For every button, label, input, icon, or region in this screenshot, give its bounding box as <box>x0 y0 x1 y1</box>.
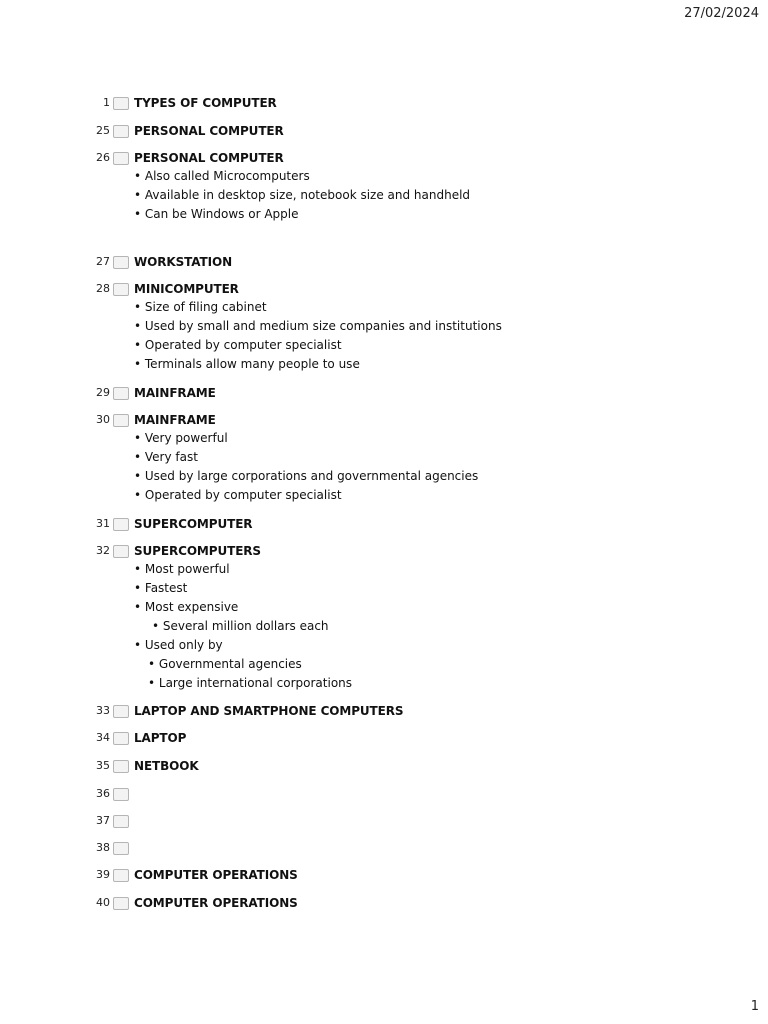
slide-number: 26 <box>96 151 110 164</box>
slide-title: TYPES OF COMPUTER <box>134 96 277 110</box>
slide-thumbnail-icon <box>113 705 129 718</box>
slide-thumbnail-icon <box>113 256 129 269</box>
outline-slide-40[interactable] <box>78 894 698 922</box>
outline-slide-36[interactable] <box>78 785 698 812</box>
sub-bullet-item: • Governmental agencies <box>148 657 302 671</box>
outline-slide-38[interactable] <box>78 839 698 866</box>
slide-title: SUPERCOMPUTERS <box>134 544 261 558</box>
outline-slide-33[interactable] <box>78 702 698 729</box>
slide-title: WORKSTATION <box>134 255 233 269</box>
outline-slide-27[interactable] <box>78 253 698 280</box>
bullet-item: • Used by small and medium size companies and institutions <box>134 319 502 333</box>
slide-thumbnail-icon <box>113 283 129 296</box>
slide-thumbnail-icon <box>113 414 129 427</box>
slide-number: 35 <box>96 759 110 772</box>
slide-thumbnail-icon <box>113 545 129 558</box>
sub-bullet-item: • Large international corporations <box>148 676 353 690</box>
slide-number: 29 <box>96 386 110 399</box>
outline-slide-35[interactable] <box>78 757 698 785</box>
slide-number: 28 <box>96 282 110 295</box>
outline-slide-30[interactable] <box>78 411 698 515</box>
bullet-item: • Also called Microcomputers <box>134 169 310 183</box>
slide-thumbnail-icon <box>113 897 129 910</box>
slide-number: 25 <box>96 124 110 137</box>
slide-thumbnail-icon <box>113 518 129 531</box>
slide-thumbnail-icon <box>113 387 129 400</box>
bullet-item: • Fastest <box>134 581 188 595</box>
slide-title: MAINFRAME <box>134 386 216 400</box>
slide-title: PERSONAL COMPUTER <box>134 124 284 138</box>
bullet-item: • Size of filing cabinet <box>134 300 267 314</box>
outline-slide-31[interactable] <box>78 515 698 542</box>
slide-number: 40 <box>96 896 110 909</box>
bullet-item: • Operated by computer specialist <box>134 488 342 502</box>
slide-thumbnail-icon <box>113 760 129 773</box>
slide-title: SUPERCOMPUTER <box>134 517 253 531</box>
slide-thumbnail-icon <box>113 869 129 882</box>
slide-title: LAPTOP <box>134 731 187 745</box>
outline-slide-26[interactable] <box>78 149 698 253</box>
slide-title: NETBOOK <box>134 759 199 773</box>
slide-title: MINICOMPUTER <box>134 282 239 296</box>
slide-thumbnail-icon <box>113 152 129 165</box>
slide-number: 37 <box>96 814 110 827</box>
bullet-item: • Terminals allow many people to use <box>134 357 360 371</box>
slide-number: 31 <box>96 517 110 530</box>
outline-slide-28[interactable] <box>78 280 698 384</box>
outline-slide-39[interactable] <box>78 866 698 894</box>
bullet-item: • Available in desktop size, notebook size and handheld <box>134 188 471 202</box>
outline-slide-29[interactable] <box>78 384 698 411</box>
slide-thumbnail-icon <box>113 732 129 745</box>
slide-outline-list <box>78 94 698 922</box>
slide-thumbnail-icon <box>113 125 129 138</box>
sub-bullet-item: • Several million dollars each <box>152 619 329 633</box>
slide-title: COMPUTER OPERATIONS <box>134 868 298 882</box>
outline-slide-32[interactable] <box>78 542 698 702</box>
slide-title: MAINFRAME <box>134 413 216 427</box>
bullet-item: • Very powerful <box>134 431 228 445</box>
slide-number: 38 <box>96 841 110 854</box>
bullet-item: • Used only by <box>134 638 223 652</box>
slide-number: 27 <box>96 255 110 268</box>
slide-thumbnail-icon <box>113 815 129 828</box>
slide-number: 34 <box>96 731 110 744</box>
outline-slide-25[interactable] <box>78 122 698 149</box>
slide-thumbnail-icon <box>113 97 129 110</box>
document-date: 27/02/2024 <box>684 6 759 21</box>
outline-slide-37[interactable] <box>78 812 698 839</box>
slide-number: 39 <box>96 868 110 881</box>
slide-number: 36 <box>96 787 110 800</box>
page-number: 1 <box>750 999 759 1014</box>
bullet-item: • Very fast <box>134 450 198 464</box>
bullet-item: • Most powerful <box>134 562 230 576</box>
slide-number: 32 <box>96 544 110 557</box>
bullet-item: • Used by large corporations and governmental agencies <box>134 469 479 483</box>
bullet-item: • Operated by computer specialist <box>134 338 342 352</box>
slide-title: PERSONAL COMPUTER <box>134 151 284 165</box>
slide-title: COMPUTER OPERATIONS <box>134 896 298 910</box>
slide-number: 30 <box>96 413 110 426</box>
slide-number: 1 <box>103 96 110 109</box>
outline-slide-1[interactable] <box>78 94 698 122</box>
slide-thumbnail-icon <box>113 788 129 801</box>
slide-number: 33 <box>96 704 110 717</box>
slide-thumbnail-icon <box>113 842 129 855</box>
bullet-item: • Most expensive <box>134 600 239 614</box>
outline-slide-34[interactable] <box>78 729 698 757</box>
bullet-item: • Can be Windows or Apple <box>134 207 299 221</box>
slide-title: LAPTOP AND SMARTPHONE COMPUTERS <box>134 704 404 718</box>
